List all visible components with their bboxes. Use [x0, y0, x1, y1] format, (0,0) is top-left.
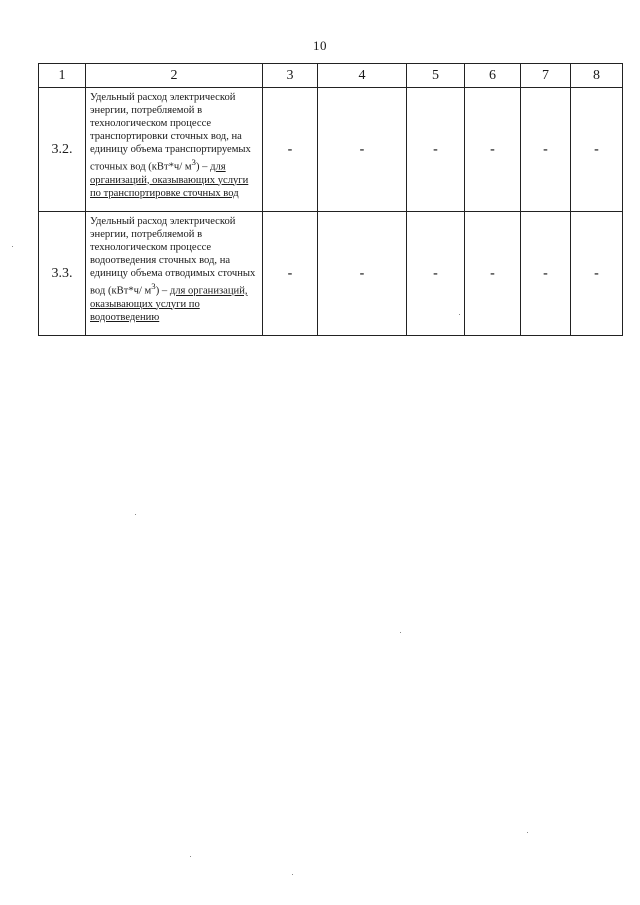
row-number: 3.3. — [39, 212, 86, 336]
column-header: 2 — [86, 64, 263, 88]
row-description — [86, 88, 263, 212]
value-cell: - — [465, 212, 521, 336]
row-description — [86, 212, 263, 336]
value-cell: - — [571, 212, 623, 336]
column-header: 7 — [521, 64, 571, 88]
value-cell: - — [571, 88, 623, 212]
column-header: 3 — [263, 64, 318, 88]
value-cell: - — [318, 88, 407, 212]
column-header: 8 — [571, 64, 623, 88]
description-text: Удельный расход электрической энергии, потребляемой в технологическом процессе водоотведения сточных вод, на единицу объема отводимых сточных вод (кВт*ч/ м — [90, 216, 256, 297]
table-header-row — [39, 64, 623, 88]
table-row — [39, 212, 623, 336]
underlined-text: для организаций, оказывающих услуги по водоотведению — [90, 285, 248, 323]
superscript: 3 — [151, 281, 156, 291]
description-text: Удельный расход электрической энергии, потребляемой в технологическом процессе транспортировки сточных вод, на единицу объема транспортируемых сточных вод (кВт*ч/ м — [90, 92, 251, 173]
value-cell: - — [263, 212, 318, 336]
value-cell: - — [407, 212, 465, 336]
value-cell: - — [521, 212, 571, 336]
scan-speck — [190, 856, 191, 857]
column-header: 5 — [407, 64, 465, 88]
value-cell: - — [521, 88, 571, 212]
indicators-table — [38, 63, 623, 336]
scan-speck — [400, 632, 401, 633]
scan-speck — [292, 874, 293, 875]
description-tail: ) – — [195, 161, 211, 173]
underlined-text: для организаций, оказывающих услуги по транспортировке сточных вод — [90, 161, 249, 199]
value-cell: - — [407, 88, 465, 212]
description-tail: ) – — [155, 285, 170, 297]
scan-speck — [527, 832, 528, 833]
scan-speck — [459, 314, 460, 315]
column-header: 1 — [39, 64, 86, 88]
superscript: 3 — [191, 157, 196, 167]
value-cell: - — [263, 88, 318, 212]
value-cell: - — [465, 88, 521, 212]
page-number: 10 — [313, 38, 327, 53]
table-row — [39, 88, 623, 212]
row-number: 3.2. — [39, 88, 86, 212]
column-header: 4 — [318, 64, 407, 88]
column-header: 6 — [465, 64, 521, 88]
value-cell: - — [318, 212, 407, 336]
scan-speck — [135, 514, 136, 515]
scan-speck — [12, 246, 13, 247]
